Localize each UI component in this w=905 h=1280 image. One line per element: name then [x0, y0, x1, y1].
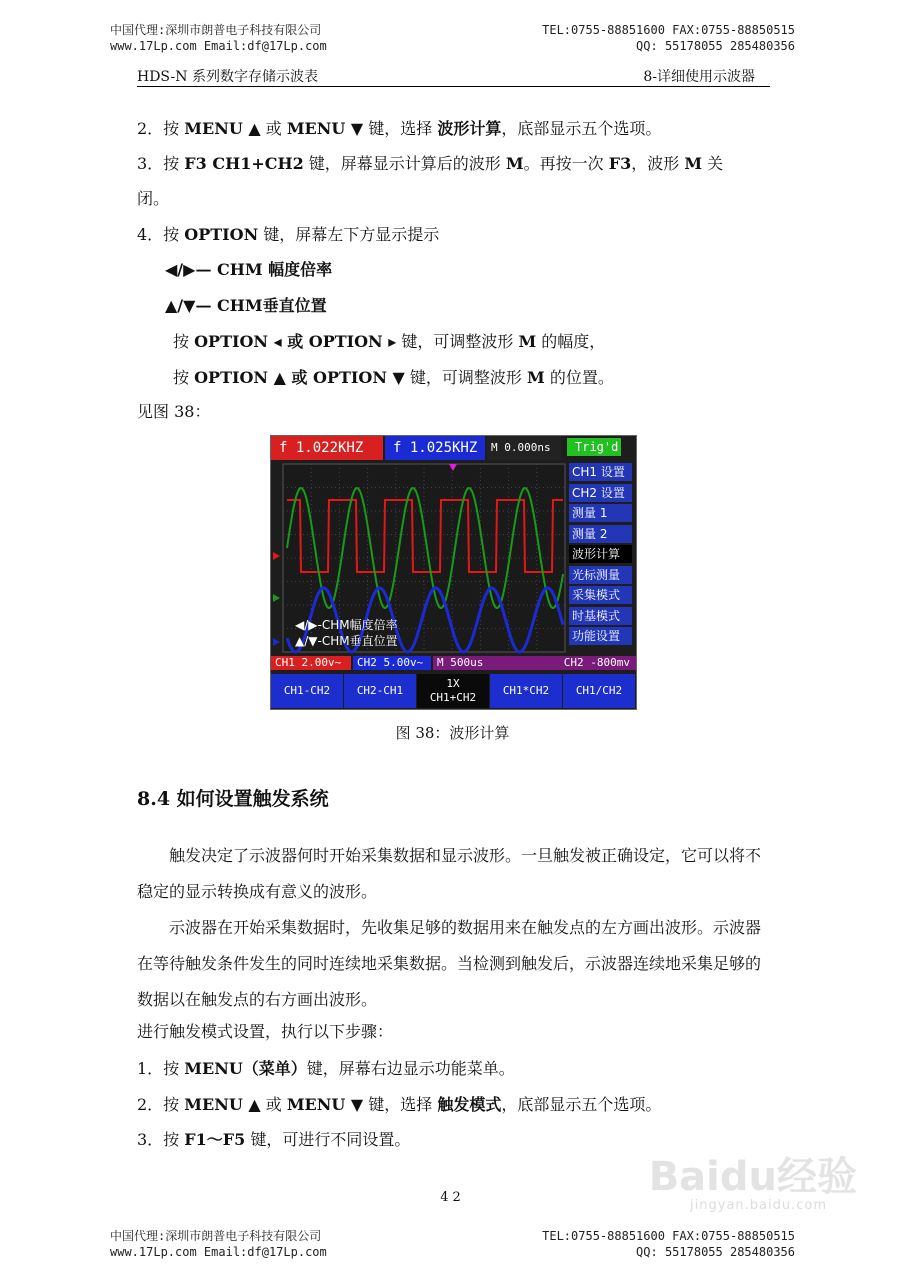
menu-item: CH2 设置 — [569, 484, 632, 502]
doc-title: HDS-N 系列数字存储示波表 — [137, 69, 318, 85]
f3-button-label: CH1+CH2 — [429, 691, 477, 704]
menu-item: 波形计算 — [569, 545, 632, 563]
figure-caption: 图 38：波形计算 — [395, 724, 510, 742]
intro-line: 进行触发模式设置，执行以下步骤： — [137, 1022, 394, 1041]
footer-company: 中国代理:深圳市朗普电子科技有限公司 — [110, 1229, 322, 1243]
timebase: M 500us — [433, 656, 503, 670]
doc-chapter: 8-详细使用示波器 — [643, 69, 755, 85]
ch1-frequency: f 1.022KHZ — [271, 436, 383, 460]
f5-button: CH1/CH2 — [563, 674, 635, 708]
option-position-line: 按 OPTION ▲ 或 OPTION ▼ 键，可调整波形 M 的位置。 — [173, 368, 614, 387]
footer-web: www.17Lp.com Email:df@17Lp.com — [110, 1245, 327, 1259]
watermark-url: jingyan.baidu.com — [690, 1198, 827, 1213]
ch2-frequency: f 1.025KHZ — [385, 436, 485, 460]
menu-item: 测量 2 — [569, 525, 632, 543]
page-number: 42 — [440, 1190, 465, 1205]
step-2: 2．按 MENU ▲ 或 MENU ▼ 键，选择 波形计算，底部显示五个选项。 — [137, 119, 662, 138]
option-amplitude-line: 按 OPTION ◂ 或 OPTION ▸ 键，可调整波形 M 的幅度， — [173, 332, 606, 351]
step-3: 3．按 F3 CH1+CH2 键，屏幕显示计算后的波形 M。再按一次 F3，波形 M 关 — [137, 154, 724, 173]
math-marker — [273, 638, 280, 646]
footer-tel: TEL:0755-88851600 FAX:0755-88850515 — [542, 1229, 795, 1243]
step-b1: 1．按 MENU（菜单）键，屏幕右边显示功能菜单。 — [137, 1059, 515, 1078]
time-offset: M 0.000ns — [487, 436, 561, 460]
hint-overlay-2: ▲/▼-CHM垂直位置 — [295, 634, 398, 648]
ch1-scale: CH1 2.00v~ — [271, 656, 351, 670]
header-rule — [137, 86, 770, 87]
menu-item: 测量 1 — [569, 504, 632, 522]
ch2-scale: CH2 5.00v~ — [353, 656, 431, 670]
header-web: www.17Lp.com Email:df@17Lp.com — [110, 39, 327, 53]
paragraph-2: 示波器在开始采集数据时，先收集足够的数据用来在触发点的左方画出波形。示波器在等待触发条件发生的同时连续地采集数据。当检测到触发后，示波器连续地采集足够的数据以在触发点的右方画出波形。 — [137, 918, 762, 1009]
menu-item: 功能设置 — [569, 627, 632, 645]
hint-overlay-1: ◀/▶-CHM幅度倍率 — [295, 618, 398, 632]
header-qq: QQ: 55178055 285480356 — [636, 39, 795, 53]
section-heading: 8.4 如何设置触发系统 — [137, 788, 329, 810]
footer-qq: QQ: 55178055 285480356 — [636, 1245, 795, 1259]
ch1-marker — [273, 552, 280, 560]
menu-item: 时基模式 — [569, 607, 632, 625]
f4-button: CH1*CH2 — [490, 674, 562, 708]
hint-position: ▲/▼— CHM垂直位置 — [165, 296, 327, 315]
menu-item: 光标测量 — [569, 566, 632, 584]
menu-item: CH1 设置 — [569, 463, 632, 481]
paragraph-1: 触发决定了示波器何时开始采集数据和显示波形。一旦触发被正确设定，它可以将不稳定的显示转换成有意义的波形。 — [137, 846, 762, 901]
hint-amplitude: ◀/▶— CHM 幅度倍率 — [165, 260, 333, 279]
menu-item: 采集模式 — [569, 586, 632, 604]
step-3-cont: 闭。 — [137, 189, 170, 208]
oscilloscope-screenshot — [270, 435, 637, 710]
f1-button: CH1-CH2 — [271, 674, 343, 708]
trigger-status: Trig'd — [567, 438, 621, 456]
trigger-level: CH2 -800mv — [503, 656, 636, 670]
see-figure: 见图 38： — [137, 402, 211, 421]
f3-button-tag: 1X — [446, 677, 460, 690]
step-b3: 3．按 F1～F5 键，可进行不同设置。 — [137, 1130, 411, 1149]
ch2-marker — [273, 594, 280, 602]
f3-button — [417, 674, 489, 708]
f2-button: CH2-CH1 — [344, 674, 416, 708]
header-tel: TEL:0755-88851600 FAX:0755-88850515 — [542, 23, 795, 37]
header-company: 中国代理:深圳市朗普电子科技有限公司 — [110, 23, 322, 37]
watermark-logo: Baidu经验 — [648, 1154, 857, 1200]
step-4: 4．按 OPTION 键，屏幕左下方显示提示 — [137, 225, 440, 244]
step-b2: 2．按 MENU ▲ 或 MENU ▼ 键，选择 触发模式，底部显示五个选项。 — [137, 1095, 662, 1114]
